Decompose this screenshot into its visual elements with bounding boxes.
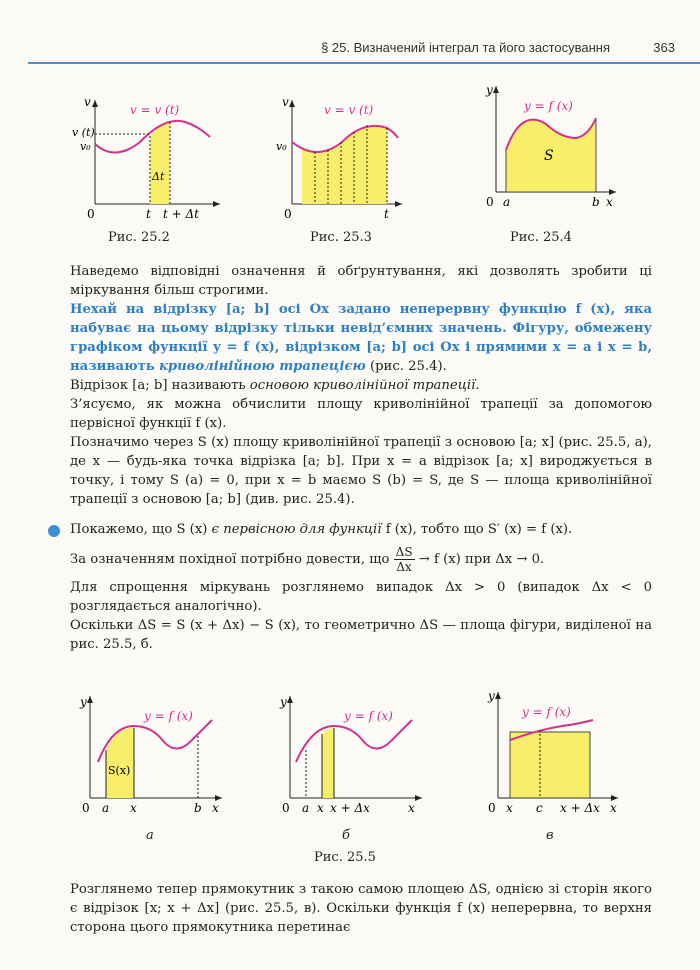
- subcaption-a: а: [146, 828, 154, 843]
- zero-label: 0: [486, 195, 494, 209]
- subcaption-b: б: [342, 828, 350, 843]
- paragraph-find: З’ясуємо, як можна обчислити площу криволінійної трапеції за допомогою первісної функції f (x).: [70, 397, 652, 431]
- dt-label: Δt: [152, 170, 165, 183]
- area-S-label: S: [544, 148, 554, 164]
- zero-label: 0: [488, 801, 496, 815]
- bullet-icon: [48, 525, 60, 537]
- figure-25-5b: [272, 692, 432, 822]
- show-b: є первісною для функції: [211, 522, 382, 537]
- area-delta-S: [322, 728, 334, 798]
- figure-25-3: [272, 92, 412, 222]
- paragraph-show: [70, 520, 652, 539]
- base-term: основою криволінійної трапеції.: [249, 378, 480, 393]
- show-a: Покажемо, що S (x): [70, 522, 208, 537]
- curve-label: v = v (t): [130, 103, 180, 117]
- zero-label: 0: [87, 207, 95, 221]
- header-rule: [28, 62, 700, 64]
- axis-y-label: y: [486, 83, 493, 97]
- vt-label: v (t): [72, 126, 95, 139]
- axis-v-label: v: [84, 95, 91, 109]
- t-label: t: [146, 207, 151, 221]
- x-label: x: [317, 801, 324, 815]
- definition-ref: (рис. 25.4).: [365, 359, 447, 374]
- text-block-3: [70, 880, 652, 937]
- caption-25-4: Рис. 25.4: [510, 230, 572, 245]
- caption-25-3: Рис. 25.3: [310, 230, 372, 245]
- axis-y-label: y: [280, 695, 287, 709]
- paragraph-denote: Позначимо через S (x) площу криволінійної трапеції з основою [a; x] (рис. 25.5, а), де x — будь-яка точка відрізка [a; b]. При x = a відрізок [a; x] вироджується в точку, і тому S (a) = 0, при x = b маємо S (b) = S, де S — площа криволінійної трапеції з основою [a; b] (див. рис. 25.4).: [70, 435, 652, 507]
- base-text: Відрізок [a; b] називають: [70, 378, 246, 393]
- show-c: f (x), тобто що S′ (x) = f (x).: [385, 522, 573, 537]
- a-label: a: [503, 195, 511, 209]
- curve-label: y = f (x): [524, 99, 573, 113]
- paragraph-rectangle: Розглянемо тепер прямокутник з такою самою площею ΔS, однією зі сторін якого є відрізок [x; x + Δx] (рис. 25.5, в). Оскільки функція f (x) неперервна, то верхня сторона цього прямокутника перетинає: [70, 882, 652, 935]
- zero-label: 0: [82, 801, 90, 815]
- zero-label: 0: [284, 207, 292, 221]
- axis-v-label: v: [282, 95, 289, 109]
- paragraph-base: [70, 376, 652, 395]
- t-dt-label: t + Δt: [163, 207, 199, 221]
- curve: [296, 720, 412, 762]
- subcaption-c: в: [546, 828, 554, 843]
- text-block-2: [70, 520, 652, 654]
- x-label: x: [506, 801, 513, 815]
- x-label: x: [130, 801, 137, 815]
- definition-text: Нехай на відрізку [a; b] осі Ox задано неперервну функцію f (x), яка набуває на цьому відрізку тільки невід’ємних значень. Фігуру, обмежену графіком функції y = f (x), відрізком [a; b] осі Ox і прямими x = a і x = b, називають: [70, 302, 652, 374]
- curve-label: y = f (x): [144, 709, 193, 723]
- figure-25-2: [70, 92, 230, 222]
- zero-label: 0: [282, 801, 290, 815]
- axis-y-label: y: [488, 689, 495, 703]
- text-block-1: [70, 262, 652, 509]
- paragraph-derivative: [70, 545, 652, 574]
- fraction-num: ΔS: [395, 545, 413, 559]
- caption-25-5: Рис. 25.5: [314, 850, 376, 865]
- derivative-text: За означенням похідної потрібно довести, що: [70, 552, 390, 567]
- x-axis-label: x: [408, 801, 415, 815]
- b-label: b: [592, 195, 600, 209]
- b-label: b: [194, 801, 202, 815]
- fraction-den: Δx: [396, 560, 412, 574]
- figure-25-5c: [478, 686, 628, 816]
- figure-25-4: [476, 80, 626, 210]
- v0-label: v₀: [276, 140, 287, 153]
- area-strip: [150, 122, 170, 204]
- paragraph-intro: Наведемо відповідні означення й обґрунтування, які дозволять зробити ці міркування більш строгими.: [70, 264, 652, 298]
- paragraph-simplify: Для спрощення міркувань розглянемо випадок Δx > 0 (випадок Δx < 0 розглядається аналогічно).: [70, 580, 652, 614]
- x-axis-label: x: [606, 195, 613, 209]
- curve-label: y = f (x): [344, 709, 393, 723]
- page-number: 363: [653, 40, 675, 55]
- definition-term: криволінійною трапецією: [158, 359, 366, 374]
- c-label: c: [536, 801, 543, 815]
- header-title: § 25. Визначений інтеграл та його застосування: [321, 40, 610, 55]
- fraction: [394, 545, 415, 574]
- caption-25-2: Рис. 25.2: [108, 230, 170, 245]
- curve-label: y = f (x): [522, 705, 571, 719]
- Sx-label: S(x): [108, 764, 131, 777]
- rectangle-fill: [510, 732, 590, 798]
- a-label: a: [302, 801, 310, 815]
- x-axis-label: x: [610, 801, 617, 815]
- a-label: a: [102, 801, 110, 815]
- figure-25-5a: [72, 692, 232, 822]
- curve-label: v = v (t): [324, 103, 374, 117]
- definition: [70, 300, 652, 376]
- x-dx-label: x + Δx: [330, 801, 370, 815]
- x-dx-label: x + Δx: [560, 801, 600, 815]
- axis-y-label: y: [80, 695, 87, 709]
- page-header: [0, 30, 700, 64]
- paragraph-delta: Оскільки ΔS = S (x + Δx) − S (x), то геометрично ΔS — площа фігури, виділеної на рис. 25.5, б.: [70, 618, 652, 652]
- t-label: t: [384, 207, 389, 221]
- v0-label: v₀: [80, 140, 91, 153]
- x-axis-label: x: [212, 801, 219, 815]
- derivative-limit: → f (x) при Δx → 0.: [418, 552, 545, 567]
